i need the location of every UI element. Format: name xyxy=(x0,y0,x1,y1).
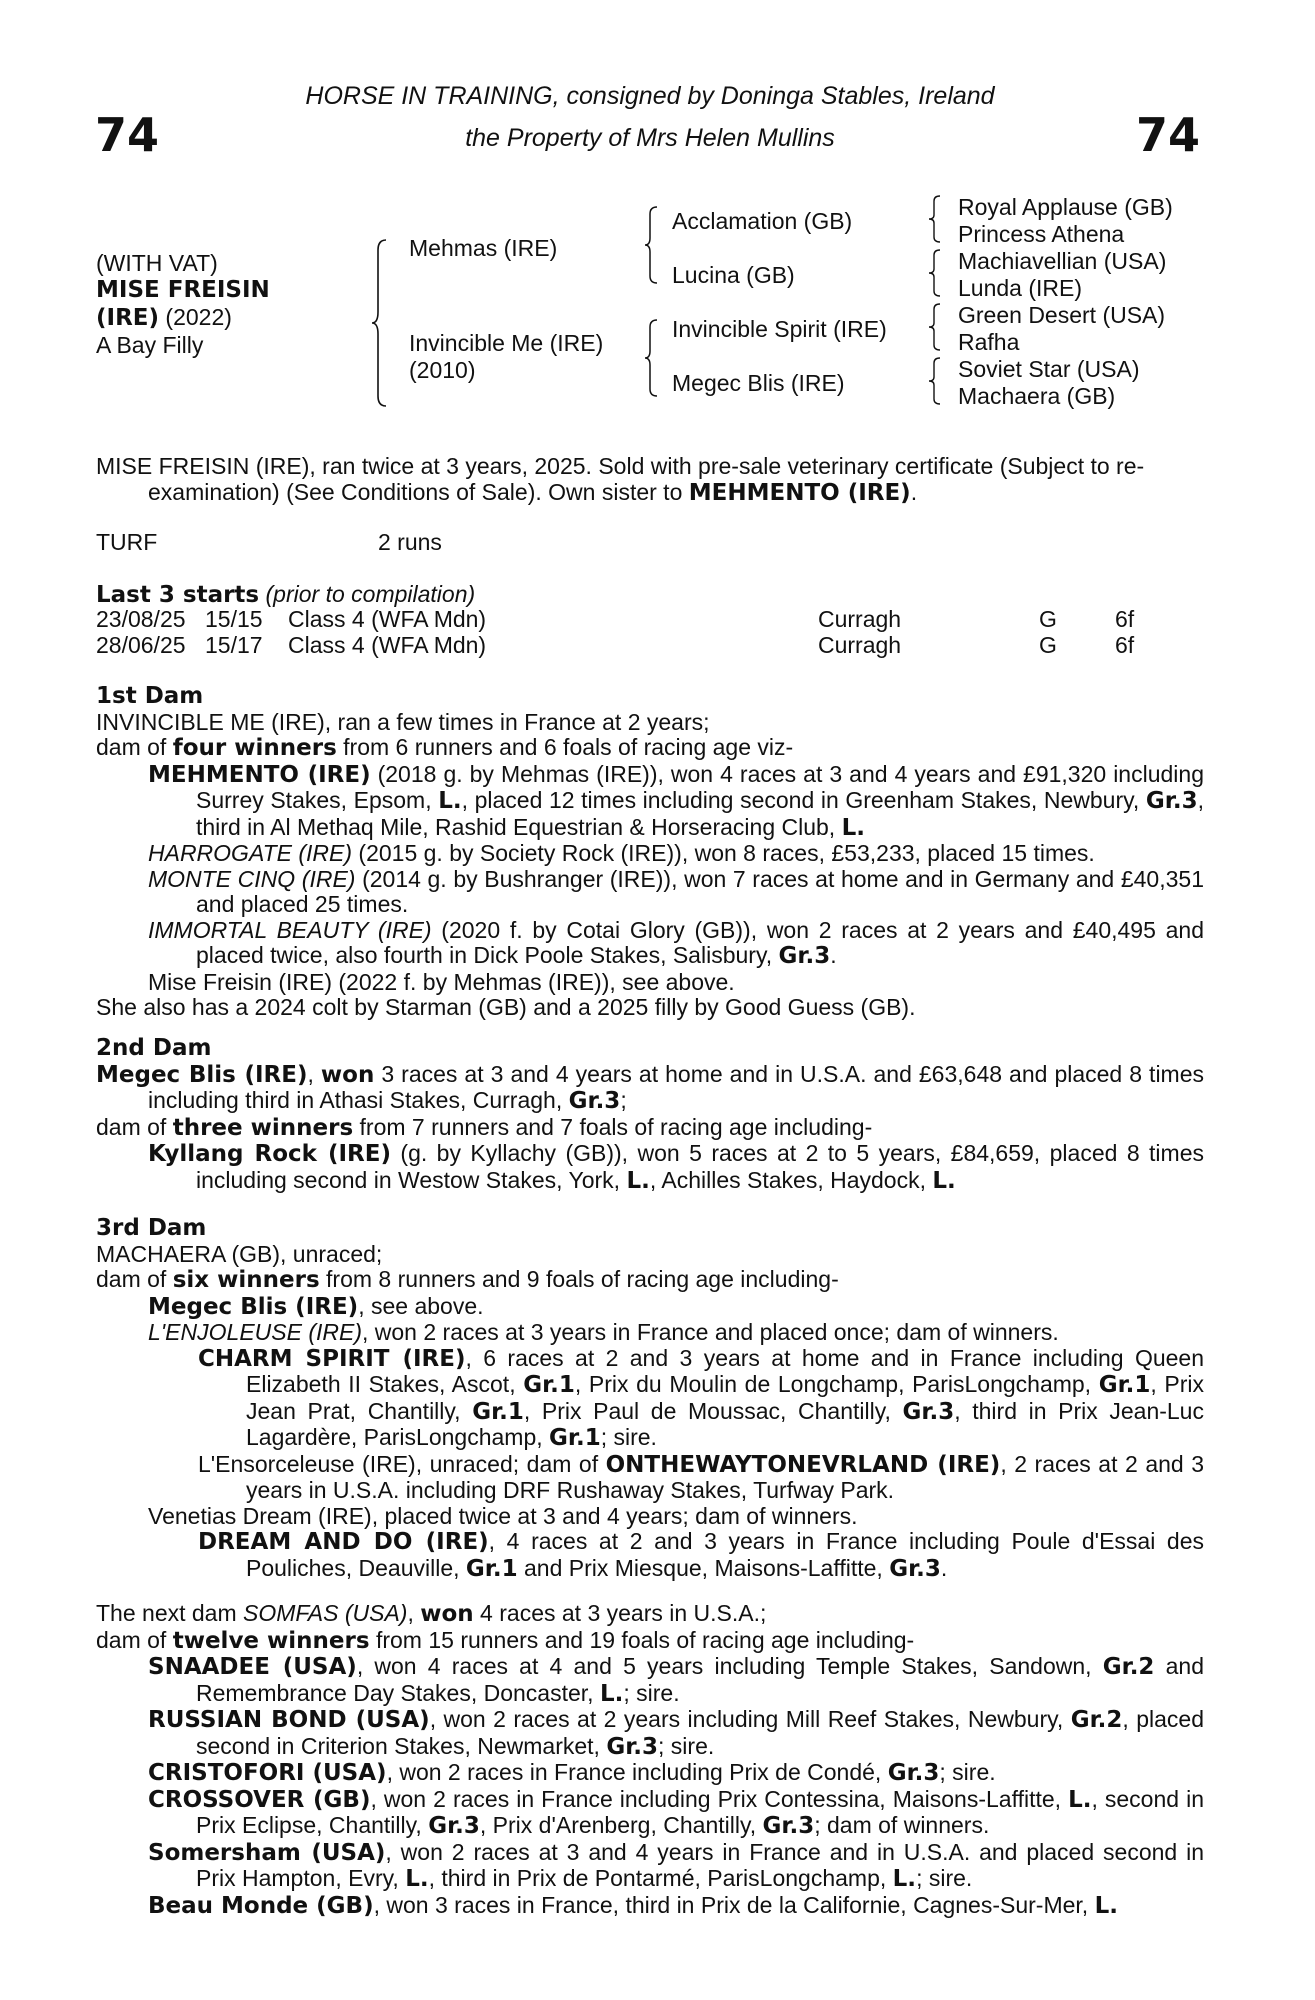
start-row-2-dist: 6f xyxy=(1115,632,1135,658)
horse-description: A Bay Filly xyxy=(96,332,204,358)
next-dam-line1: The next dam SOMFAS (USA), won 4 races at 3 years in U.S.A.; xyxy=(96,1600,767,1627)
dam-dam: Megec Blis (IRE) xyxy=(672,370,845,396)
last-starts-subtitle: (prior to compilation) xyxy=(259,581,476,607)
ggp-3: Machiavellian (USA) xyxy=(958,248,1167,274)
pedigree-brace-gg4 xyxy=(928,356,944,406)
second-dam-dam-of: dam of three winners from 7 runners and 7 foals of racing age including- xyxy=(96,1113,873,1141)
turf-runs: 2 runs xyxy=(378,529,442,555)
header-property: the Property of Mrs Helen Mullins xyxy=(465,124,835,152)
lot-number-right: 74 xyxy=(1135,108,1200,162)
start-row-2-pos: 15/17 xyxy=(205,632,263,658)
ggp-6: Rafha xyxy=(958,329,1020,355)
intro-sister-name: MEHMENTO (IRE) xyxy=(688,479,911,506)
next-dam-entry-somersham: Somersham (USA), won 2 races at 3 and 4 years in France and in U.S.A. and placed second in Prix Hampton, Evry, L., third in Prix de Pontarmé, ParisLongchamp, L.; sire. xyxy=(148,1838,1204,1892)
dam-sire: Invincible Spirit (IRE) xyxy=(672,316,887,342)
next-dam-entry-cristofori: CRISTOFORI (USA), won 2 races in France including Prix de Condé, Gr.3; sire. xyxy=(148,1759,996,1786)
ggp-4: Lunda (IRE) xyxy=(958,275,1083,301)
next-dam-entry-beau-monde: Beau Monde (GB), won 3 races in France, third in Prix de la Californie, Cagnes-Sur-Mer, L. xyxy=(148,1891,1118,1919)
ggp-2: Princess Athena xyxy=(958,221,1125,247)
vat-label: (WITH VAT) xyxy=(96,250,218,276)
third-dam-entry-lensorceleuse: L'Ensorceleuse (IRE), unraced; dam of ONTHEWAYTONEVRLAND (IRE), 2 races at 2 and 3 years in U.S.A. including DRF Rushaway Stakes, Turfway Park. xyxy=(198,1450,1205,1503)
turf-label: TURF xyxy=(96,529,158,555)
last-starts-heading: Last 3 starts xyxy=(96,582,260,608)
next-dam-entry-russian-bond: RUSSIAN BOND (USA), won 2 races at 2 years including Mill Reef Stakes, Newbury, Gr.2, placed second in Criterion Stakes, Newmarket, Gr.3; sire. xyxy=(148,1706,1205,1760)
start-row-1-course: Curragh xyxy=(818,606,902,632)
ggp-5: Green Desert (USA) xyxy=(958,302,1166,328)
third-dam-dam-of: dam of six winners from 8 runners and 9 foals of racing age including- xyxy=(96,1266,839,1293)
horse-country: (IRE) xyxy=(96,305,160,331)
second-dam-entry-kyllang-rock: Kyllang Rock (IRE) (g. by Kyllachy (GB)), won 5 races at 2 to 5 years, £84,659, placed 8 times including second in Westow Stakes, York, L., Achilles Stakes, Haydock, L. xyxy=(148,1140,1204,1194)
ggp-1: Royal Applause (GB) xyxy=(958,194,1173,220)
first-dam-also: She also has a 2024 colt by Starman (GB) and a 2025 filly by Good Guess (GB). xyxy=(96,994,916,1020)
third-dam-section xyxy=(96,1216,1204,1582)
third-dam-entry-venetias-dream: Venetias Dream (IRE), placed twice at 3 and 4 years; dam of winners. xyxy=(148,1502,858,1529)
last-starts-title xyxy=(96,582,475,609)
horse-block xyxy=(96,250,270,359)
first-dam-line1: INVINCIBLE ME (IRE), ran a few times in France at 2 years; xyxy=(96,708,710,735)
third-dam-line1: MACHAERA (GB), unraced; xyxy=(96,1240,383,1267)
start-row-2-course: Curragh xyxy=(818,632,902,658)
third-dam-entry-charm-spirit: CHARM SPIRIT (IRE), 6 races at 2 and 3 years at home and in France including Queen Elizabeth II Stakes, Ascot, Gr.1, Prix du Moulin de Longchamp, ParisLongchamp, Gr.1, Prix Jean Prat, Chantilly, Gr.1, Prix Paul de Moussac, Chantilly, Gr.3, third in Prix Jean-Luc Lagardère, ParisLongchamp, Gr.1; sire. xyxy=(198,1344,1205,1451)
next-dam-entry-snaadee: SNAADEE (USA), won 4 races at 4 and 5 years including Temple Stakes, Sandown, Gr.2 and Remembrance Day Stakes, Doncaster, L.; sire. xyxy=(148,1653,1204,1707)
start-row-1-dist: 6f xyxy=(1115,606,1135,632)
sire-sire: Acclamation (GB) xyxy=(672,208,853,234)
start-row-2-going: G xyxy=(1039,632,1057,658)
first-dam-heading: 1st Dam xyxy=(96,683,204,709)
next-dam-section xyxy=(96,1601,1204,1919)
start-row-2-race: Class 4 (WFA Mdn) xyxy=(288,632,487,658)
third-dam-entry-dream-and-do: DREAM AND DO (IRE), 4 races at 2 and 3 years in France including Poule d'Essai des Pouliches, Deauville, Gr.1 and Prix Miesque, Maisons-Laffitte, Gr.3. xyxy=(198,1528,1204,1582)
start-row-1-date: 23/08/25 xyxy=(96,606,186,632)
header-consignor: HORSE IN TRAINING, consigned by Doninga Stables, Ireland xyxy=(305,82,995,110)
sire-dam: Lucina (GB) xyxy=(672,262,795,288)
sire-name: Mehmas (IRE) xyxy=(409,235,558,261)
third-dam-heading: 3rd Dam xyxy=(96,1215,207,1241)
pedigree-brace-dam xyxy=(644,318,662,398)
pedigree-brace-gg2 xyxy=(928,248,944,298)
first-dam-entry-harrogate: HARROGATE (IRE) (2015 g. by Society Rock (IRE)), won 8 races, £53,233, placed 15 times. xyxy=(148,840,1095,866)
intro-text: MISE FREISIN (IRE), ran twice at 3 years, 2025. Sold with pre-sale veterinary certificate (Subject to re-examination) (See Conditions of Sale). Own sister to xyxy=(96,453,1145,505)
third-dam-entry-lenjoleuse: L'ENJOLEUSE (IRE), won 2 races at 3 years in France and placed once; dam of winners. xyxy=(148,1319,1059,1345)
ggp-8: Machaera (GB) xyxy=(958,383,1116,409)
second-dam-line1: Megec Blis (IRE), won 3 races at 3 and 4 years at home and in U.S.A. and £63,648 and placed 8 times including third in Athasi Stakes, Curragh, Gr.3; xyxy=(96,1060,1205,1114)
first-dam-entry-monte-cinq: MONTE CINQ (IRE) (2014 g. by Bushranger (IRE)), won 7 races at home and in Germany and £40,351 and placed 25 times. xyxy=(148,865,1204,917)
first-dam-entry-mise-freisin: Mise Freisin (IRE) (2022 f. by Mehmas (IRE)), see above. xyxy=(148,968,735,995)
dam-name: Invincible Me (IRE) xyxy=(409,330,604,356)
first-dam-entry-mehmento: MEHMENTO (IRE) (2018 g. by Mehmas (IRE)), won 4 races at 3 and 4 years and £91,320 including Surrey Stakes, Epsom, L., placed 12 times including second in Greenham Stakes, Newbury, Gr.3, third in Al Methaq Mile, Rashid Equestrian & Horseracing Club, L. xyxy=(148,760,1204,841)
pedigree-brace-gg3 xyxy=(928,302,944,352)
ggp-7: Soviet Star (USA) xyxy=(958,356,1140,382)
start-row-1-pos: 15/15 xyxy=(205,606,263,632)
horse-year: (2022) xyxy=(159,304,232,330)
horse-name: MISE FREISIN xyxy=(96,277,270,303)
dam-year: (2010) xyxy=(409,357,476,383)
pedigree-brace-sire xyxy=(644,205,662,285)
second-dam-heading: 2nd Dam xyxy=(96,1035,212,1061)
third-dam-entry-megec-blis: Megec Blis (IRE), see above. xyxy=(148,1292,484,1320)
start-row-2-date: 28/06/25 xyxy=(96,632,186,658)
first-dam-dam-of: dam of four winners from 6 runners and 6 foals of racing age viz- xyxy=(96,734,794,761)
intro-paragraph xyxy=(96,454,1256,506)
start-row-1-race: Class 4 (WFA Mdn) xyxy=(288,606,487,632)
first-dam-section xyxy=(96,684,1204,1021)
intro-end: . xyxy=(910,478,918,505)
second-dam-section xyxy=(96,1036,1204,1194)
next-dam-entry-crossover: CROSSOVER (GB), won 2 races in France including Prix Contessina, Maisons-Laffitte, L., second in Prix Eclipse, Chantilly, Gr.3, Prix d'Arenberg, Chantilly, Gr.3; dam of winners. xyxy=(148,1785,1204,1839)
start-row-1-going: G xyxy=(1039,606,1057,632)
horse-name-line2 xyxy=(96,304,270,332)
next-dam-dam-of: dam of twelve winners from 15 runners and 19 foals of racing age including- xyxy=(96,1626,915,1654)
pedigree-brace-main xyxy=(370,238,392,408)
pedigree-brace-gg1 xyxy=(928,194,944,244)
first-dam-entry-immortal-beauty: IMMORTAL BEAUTY (IRE) (2020 f. by Cotai Glory (GB)), won 2 races at 2 years and £40,495 and placed twice, also fourth in Dick Poole Stakes, Salisbury, Gr.3. xyxy=(148,916,1204,969)
lot-number-left: 74 xyxy=(95,108,160,162)
